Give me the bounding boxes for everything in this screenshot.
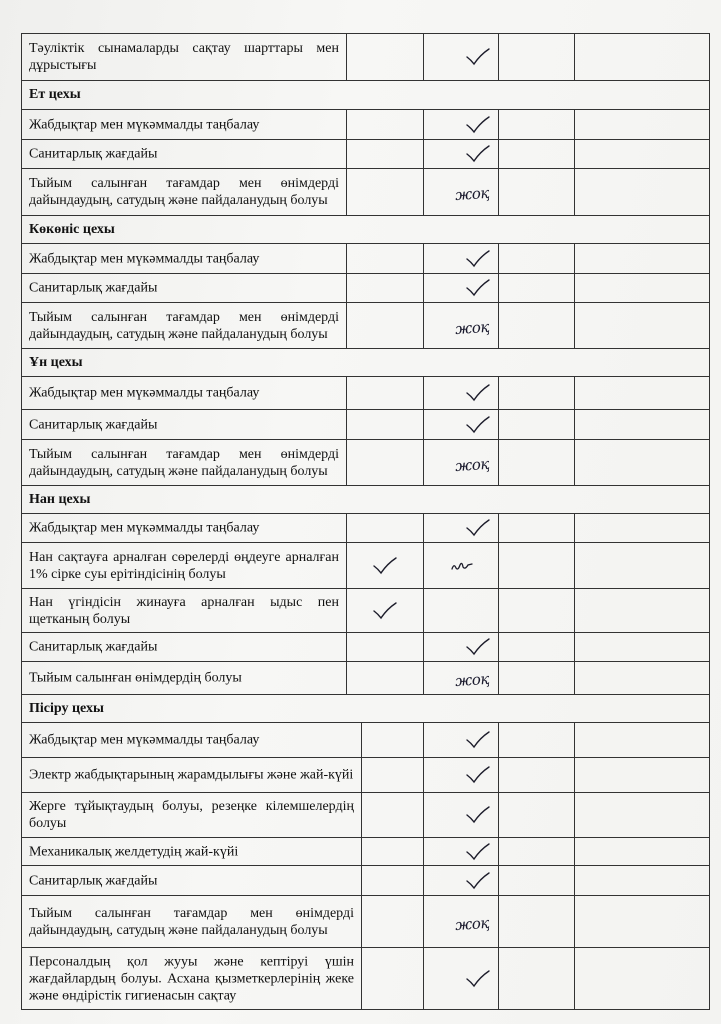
criterion-text: Тыйым салынған өнімдердің болуы xyxy=(29,670,242,686)
table-row xyxy=(21,633,710,662)
section-header-row xyxy=(21,486,710,514)
table-row xyxy=(21,110,710,140)
criterion-text: Жабдықтар мен мүкәммалды таңбалау xyxy=(29,251,260,266)
check-mark-icon xyxy=(465,144,491,164)
table-row xyxy=(21,793,710,838)
table-row xyxy=(21,140,710,169)
section-title: Көкөніс цехы xyxy=(29,221,115,237)
check-mark-icon xyxy=(465,969,491,989)
check-mark-icon xyxy=(372,601,398,621)
criterion-text: Тәуліктік сынамаларды сақтау шарттары мен дұрыстығы xyxy=(29,41,339,73)
check-mark-icon xyxy=(465,765,491,785)
check-mark-icon xyxy=(465,730,491,750)
criterion-text: Электр жабдықтарының жарамдылығы және жай-күйі xyxy=(29,767,354,783)
table-row xyxy=(21,866,710,896)
table-row xyxy=(21,662,710,695)
handwritten-note: жоқ xyxy=(454,184,490,205)
criterion-text: Нан сақтауға арналған сөрелерді өңдеуге арналған 1% сірке суы ерітіндісінің болуы xyxy=(29,549,339,582)
criterion-text: Санитарлық жағдайы xyxy=(29,280,158,296)
check-mark-icon xyxy=(465,842,491,862)
check-mark-icon xyxy=(372,556,398,576)
check-mark-icon xyxy=(465,415,491,435)
table-row xyxy=(21,896,710,948)
section-header-row xyxy=(21,81,710,110)
section-title: Ет цехы xyxy=(29,87,81,102)
table-row xyxy=(21,410,710,440)
handwritten-note: жоқ xyxy=(454,317,490,338)
check-mark-icon xyxy=(465,637,491,657)
table-row xyxy=(21,440,710,486)
criterion-text: Тыйым салынған тағамдар мен өнімдерді дайындаудың, сатудың және пайдаланудың болуы xyxy=(29,446,339,479)
table-row xyxy=(21,948,710,1010)
criterion-text: Жабдықтар мен мүкәммалды таңбалау xyxy=(29,117,260,132)
section-header-row xyxy=(21,349,710,377)
criterion-text: Нан үгіндісін жинауға арналған ыдыс пен щетканың болуы xyxy=(29,594,339,627)
criterion-text: Санитарлық жағдайы xyxy=(29,639,158,655)
table-row xyxy=(21,377,710,410)
table-row xyxy=(21,274,710,303)
handwritten-scribble-icon xyxy=(450,559,474,573)
table-row xyxy=(21,758,710,793)
section-title: Пісіру цехы xyxy=(29,700,104,716)
criterion-text: Тыйым салынған тағамдар мен өнімдерді дайындаудың, сатудың және пайдаланудың болуы xyxy=(29,309,339,342)
section-header-row xyxy=(21,695,710,723)
criterion-text: Жерге тұйықтаудың болуы, резеңке кілемшелердің болуы xyxy=(29,799,354,831)
check-mark-icon xyxy=(465,871,491,891)
table-row xyxy=(21,723,710,758)
table-row xyxy=(21,303,710,349)
handwritten-note: жоқ xyxy=(454,669,490,690)
handwritten-note: жоқ xyxy=(454,913,490,935)
criterion-text: Жабдықтар мен мүкәммалды таңбалау xyxy=(29,385,260,401)
table-row xyxy=(21,244,710,274)
table-row xyxy=(21,838,710,866)
check-mark-icon xyxy=(465,278,491,298)
table-row xyxy=(21,589,710,633)
criterion-text: Жабдықтар мен мүкәммалды таңбалау xyxy=(29,520,260,536)
table-row xyxy=(21,514,710,543)
criterion-text: Жабдықтар мен мүкәммалды таңбалау xyxy=(29,732,260,748)
section-title: Нан цехы xyxy=(29,491,91,507)
section-title: Ұн цехы xyxy=(29,354,83,370)
check-mark-icon xyxy=(465,518,491,538)
criterion-text: Персоналдың қол жууы және кептіруі үшін жағдайлардың болуы. Асхана қызметкерлерінің жеке және өндірістік гигиенасын сақтау xyxy=(29,954,354,1003)
check-mark-icon xyxy=(465,249,491,269)
check-mark-icon xyxy=(465,805,491,825)
criterion-text: Санитарлық жағдайы xyxy=(29,417,158,432)
criterion-text: Механикалық желдетудің жай-күйі xyxy=(29,844,239,859)
table-row xyxy=(21,543,710,589)
check-mark-icon xyxy=(465,47,491,67)
criterion-text: Тыйым салынған тағамдар мен өнімдерді дайындаудың, сатудың және пайдаланудың болуы xyxy=(29,905,354,938)
criterion-text: Санитарлық жағдайы xyxy=(29,873,158,888)
criterion-text: Санитарлық жағдайы xyxy=(29,146,158,162)
check-mark-icon xyxy=(465,383,491,403)
criterion-text: Тыйым салынған тағамдар мен өнімдерді дайындаудың, сатудың және пайдаланудың болуы xyxy=(29,176,339,208)
section-header-row xyxy=(21,216,710,244)
handwritten-note: жоқ xyxy=(454,454,490,475)
table-row xyxy=(21,169,710,216)
table-row xyxy=(21,33,710,81)
check-mark-icon xyxy=(465,115,491,135)
